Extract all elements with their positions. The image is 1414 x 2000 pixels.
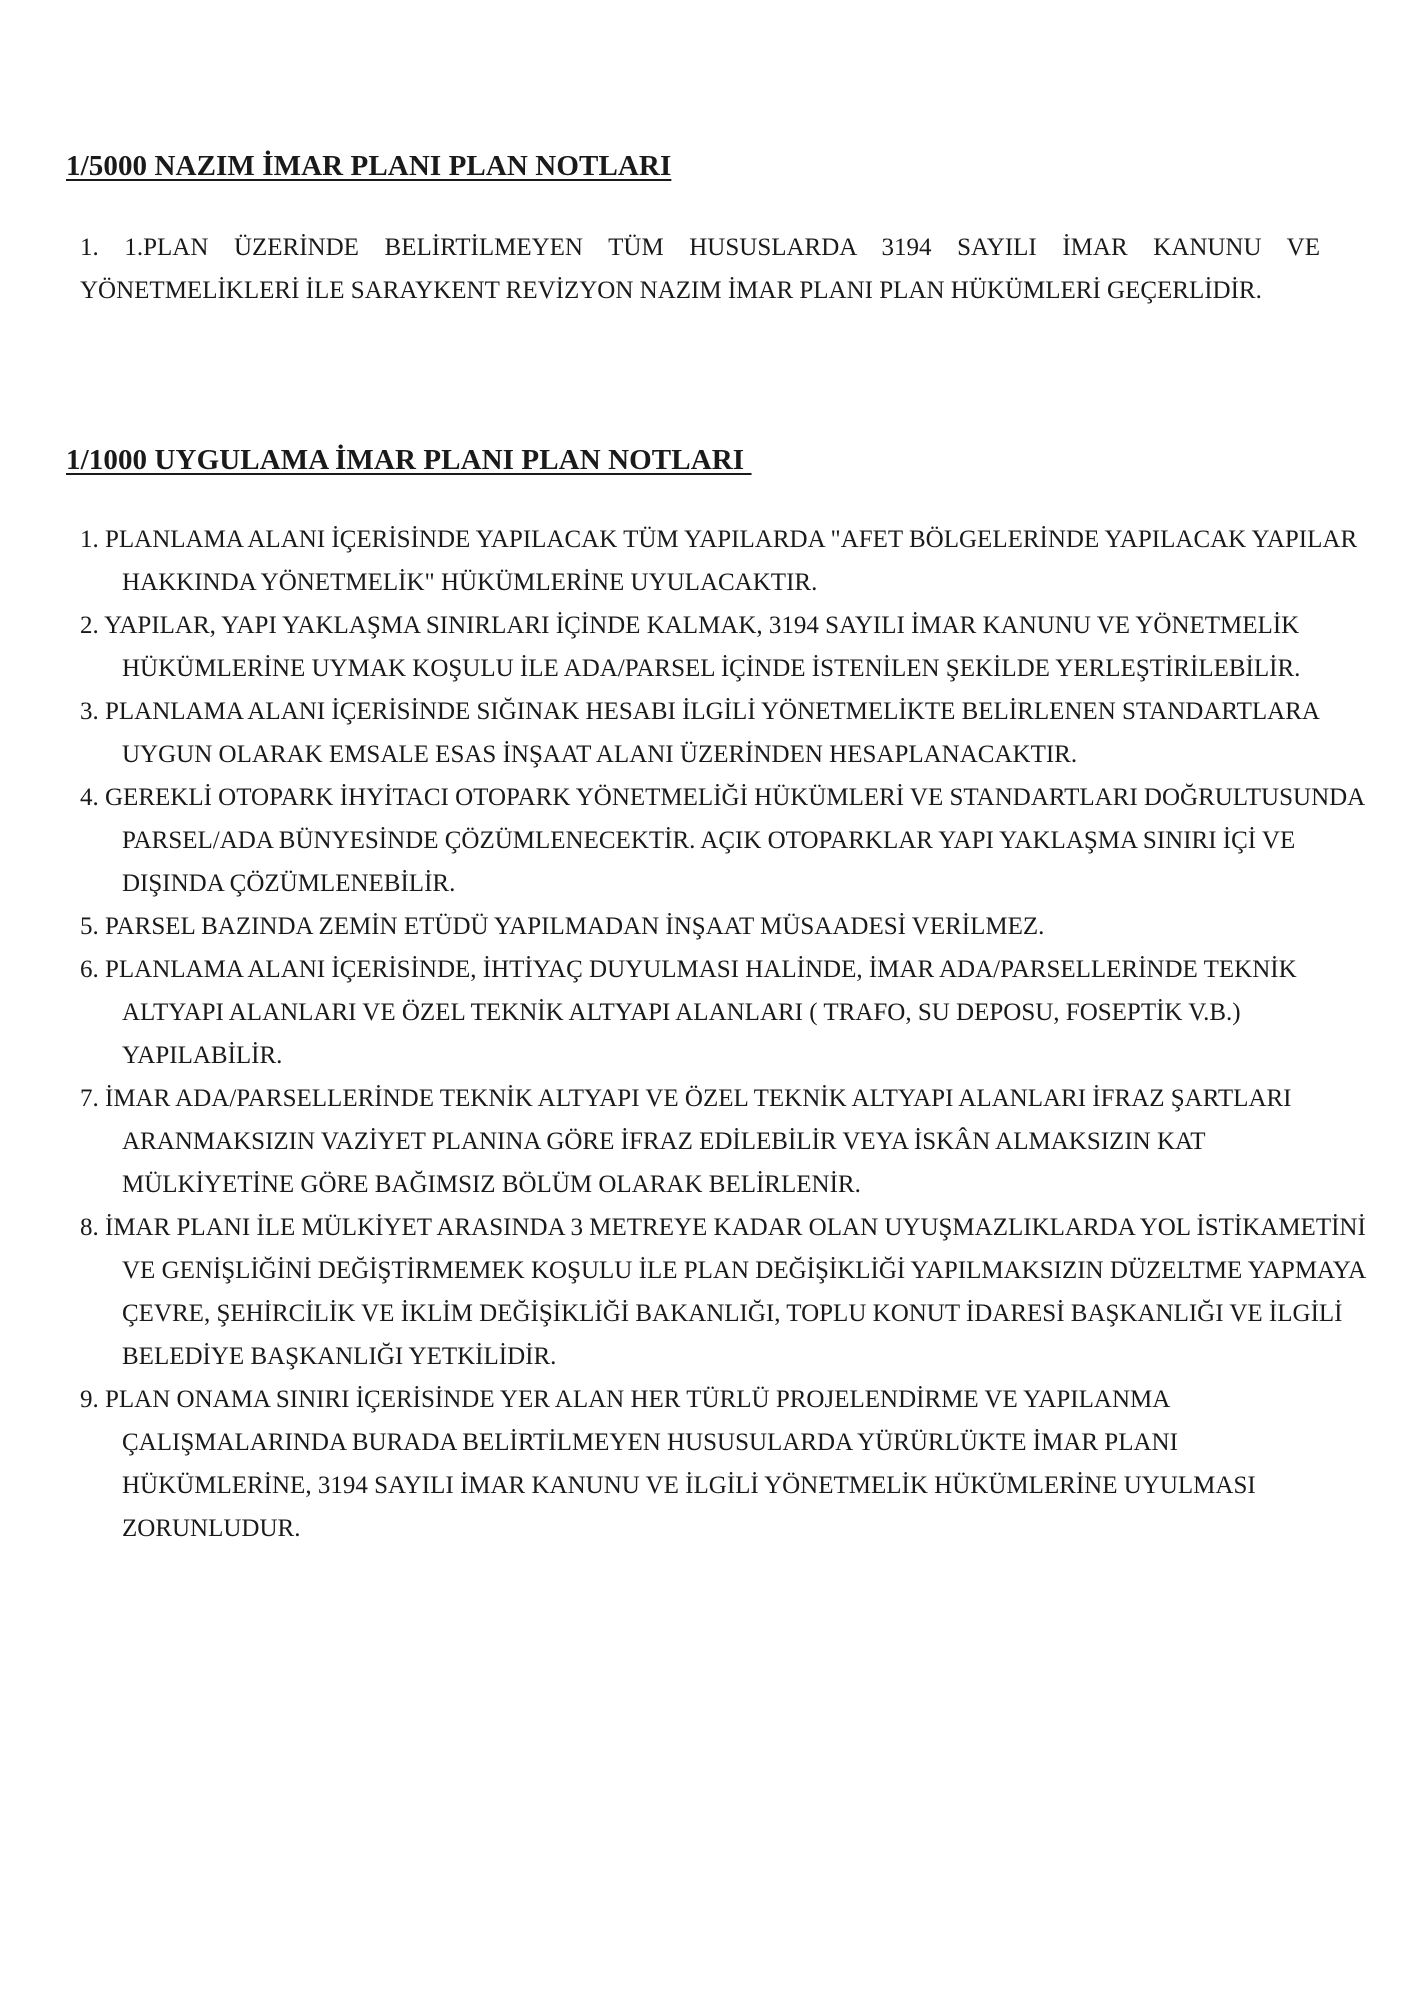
plan-note-item xyxy=(80,604,1370,690)
plan-note-item xyxy=(80,518,1370,604)
plan-note-item xyxy=(80,226,1320,312)
section-2-notes-list xyxy=(80,518,1370,1550)
plan-note-text: 1.PLAN ÜZERİNDE BELİRTİLMEYEN TÜM HUSUSLARDA 3194 SAYILI İMAR KANUNU VE YÖNETMELİKLERİ İLE SARAYKENT REVİZYON NAZIM İMAR PLANI PLAN HÜKÜMLERİ GEÇERLİDİR. xyxy=(80,234,1320,304)
plan-note-item xyxy=(80,1077,1370,1206)
section-1-heading: 1/5000 NAZIM İMAR PLANI PLAN NOTLARI xyxy=(66,150,672,182)
plan-note-text: PLANLAMA ALANI İÇERİSİNDE YAPILACAK TÜM YAPILARDA "AFET BÖLGELERİNDE YAPILACAK YAPILAR HAKKINDA YÖNETMELİK" HÜKÜMLERİNE UYULACAKTIR. xyxy=(105,526,1358,596)
plan-note-text: PLAN ONAMA SINIRI İÇERİSİNDE YER ALAN HER TÜRLÜ PROJELENDİRME VE YAPILANMA ÇALIŞMALARINDA BURADA BELİRTİLMEYEN HUSUSULARDA YÜRÜRLÜKTE İMAR PLANI HÜKÜMLERİNE, 3194 SAYILI İMAR KANUNU VE İLGİLİ YÖNETMELİK HÜKÜMLERİNE UYULMASI ZORUNLUDUR. xyxy=(105,1386,1256,1542)
plan-note-item xyxy=(80,948,1370,1077)
plan-note-text: PARSEL BAZINDA ZEMİN ETÜDÜ YAPILMADAN İNŞAAT MÜSAADESİ VERİLMEZ. xyxy=(105,913,1045,940)
plan-note-item xyxy=(80,1206,1370,1378)
plan-note-text: İMAR PLANI İLE MÜLKİYET ARASINDA 3 METREYE KADAR OLAN UYUŞMAZLIKLARDA YOL İSTİKAMETİNİ VE GENİŞLİĞİNİ DEĞİŞTİRMEMEK KOŞULU İLE PLAN DEĞİŞİKLİĞİ YAPILMAKSIZIN DÜZELTME YAPMAYA ÇEVRE, ŞEHİRCİLİK VE İKLİM DEĞİŞİKLİĞİ BAKANLIĞI, TOPLU KONUT İDARESİ BAŞKANLIĞI VE İLGİLİ BELEDİYE BAŞKANLIĞI YETKİLİDİR. xyxy=(105,1214,1366,1370)
plan-note-item xyxy=(80,776,1370,905)
plan-note-item xyxy=(80,905,1370,948)
section-1-notes-list xyxy=(80,226,1320,312)
plan-note-number: 9. xyxy=(80,1386,99,1413)
plan-note-number: 3. xyxy=(80,698,99,725)
plan-note-item xyxy=(80,1378,1370,1550)
plan-note-number: 1. xyxy=(80,526,99,553)
plan-note-number: 8. xyxy=(80,1214,99,1241)
plan-note-text: GEREKLİ OTOPARK İHYİTACI OTOPARK YÖNETMELİĞİ HÜKÜMLERİ VE STANDARTLARI DOĞRULTUSUNDA PARSEL/ADA BÜNYESİNDE ÇÖZÜMLENECEKTİR. AÇIK OTOPARKLAR YAPI YAKLAŞMA SINIRI İÇİ VE DIŞINDA ÇÖZÜMLENEBİLİR. xyxy=(105,784,1364,897)
plan-note-text: İMAR ADA/PARSELLERİNDE TEKNİK ALTYAPI VE ÖZEL TEKNİK ALTYAPI ALANLARI İFRAZ ŞARTLARI ARANMAKSIZIN VAZİYET PLANINA GÖRE İFRAZ EDİLEBİLİR VEYA İSKÂN ALMAKSIZIN KAT MÜLKİYETİNE GÖRE BAĞIMSIZ BÖLÜM OLARAK BELİRLENİR. xyxy=(105,1085,1292,1198)
plan-note-number: 7. xyxy=(80,1085,99,1112)
plan-note-number: 6. xyxy=(80,956,99,983)
plan-note-number: 4. xyxy=(80,784,99,811)
plan-note-text: PLANLAMA ALANI İÇERİSİNDE SIĞINAK HESABI İLGİLİ YÖNETMELİKTE BELİRLENEN STANDARTLARA UYGUN OLARAK EMSALE ESAS İNŞAAT ALANI ÜZERİNDEN HESAPLANACAKTIR. xyxy=(105,698,1319,768)
plan-note-item xyxy=(80,690,1370,776)
plan-note-text: YAPILAR, YAPI YAKLAŞMA SINIRLARI İÇİNDE KALMAK, 3194 SAYILI İMAR KANUNU VE YÖNETMELİK HÜKÜMLERİNE UYMAK KOŞULU İLE ADA/PARSEL İÇİNDE İSTENİLEN ŞEKİLDE YERLEŞTİRİLEBİLİR. xyxy=(104,612,1301,682)
section-2-heading: 1/1000 UYGULAMA İMAR PLANI PLAN NOTLARI xyxy=(66,444,752,476)
plan-note-number: 1. xyxy=(80,234,99,261)
plan-note-number: 2. xyxy=(80,612,99,639)
plan-note-number: 5. xyxy=(80,913,99,940)
plan-note-text: PLANLAMA ALANI İÇERİSİNDE, İHTİYAÇ DUYULMASI HALİNDE, İMAR ADA/PARSELLERİNDE TEKNİK ALTYAPI ALANLARI VE ÖZEL TEKNİK ALTYAPI ALANLARI ( TRAFO, SU DEPOSU, FOSEPTİK V.B.) YAPILABİLİR. xyxy=(105,956,1297,1069)
